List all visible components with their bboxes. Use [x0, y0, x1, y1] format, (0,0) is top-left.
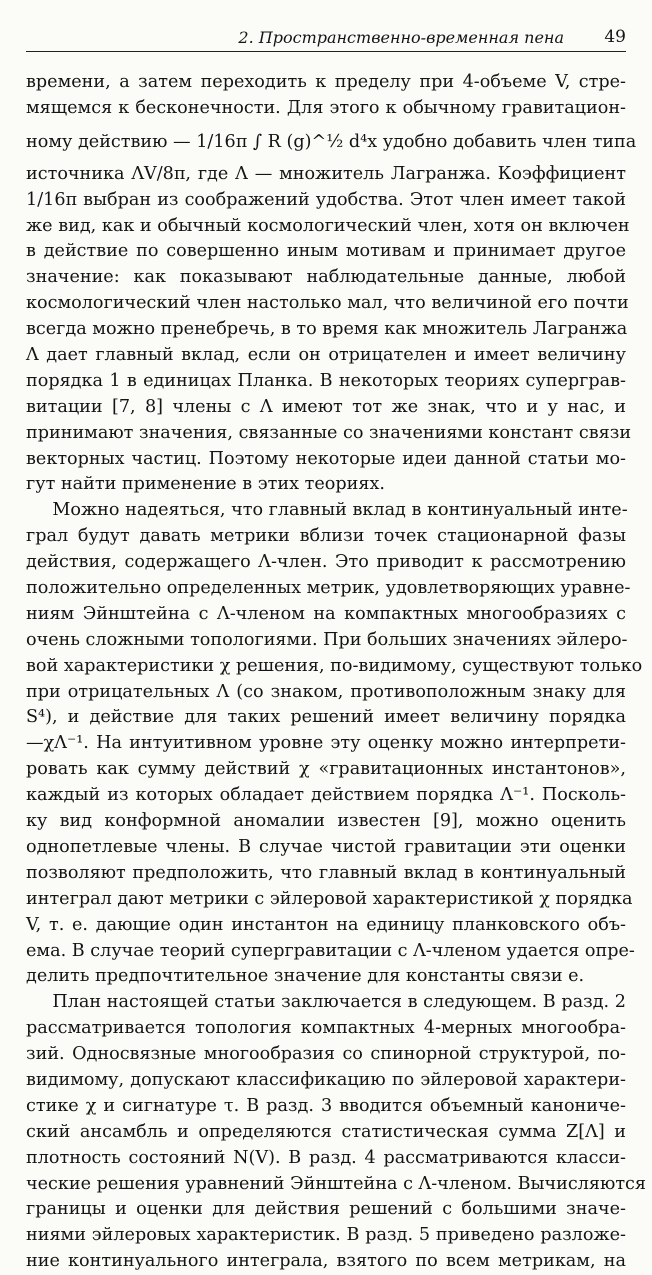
text-line: V, т. е. дающие один инстантон на единицу планковского объ-: [26, 914, 626, 935]
text-line: ровать как сумму действий χ «гравитационных инстантонов»,: [26, 759, 626, 780]
text-line: видимому, допускают классификацию по эйлеровой характери-: [26, 1069, 626, 1090]
text-line: интеграл дают метрики с эйлеровой характеристикой χ порядка: [26, 888, 633, 909]
paragraph-first-line: План настоящей статьи заключается в следующем. В разд. 2: [52, 992, 626, 1013]
text-line: значение: как показывают наблюдательные данные, любой: [26, 267, 626, 288]
body-text: [26, 70, 647, 1275]
text-line: зий. Односвязные многообразия со спинорной структурой, по-: [26, 1044, 626, 1065]
text-line: ема. В случае теорий супергравитации с Λ-членом удается опре-: [26, 940, 635, 961]
text-line: принимают значения, связанные со значениями констант связи: [26, 422, 632, 443]
text-line: космологический член настолько мал, что величиной его почти: [26, 293, 629, 314]
text-line: действия, содержащего Λ-член. Это приводит к рассмотрению: [26, 552, 626, 573]
text-line: ниям Эйнштейна с Λ-членом на компактных многообразиях с: [26, 603, 626, 624]
text-line: —χΛ⁻¹. На интуитивном уровне эту оценку можно интерпрети-: [26, 733, 626, 754]
page-number: 49: [604, 27, 626, 47]
text-line: мящемся к бесконечности. Для этого к обычному гравитацион-: [26, 97, 626, 118]
text-line: всегда можно пренебречь, в то время как множитель Лагранжа: [26, 319, 628, 340]
paragraph-first-line: Можно надеяться, что главный вклад в континуальный инте-: [52, 500, 628, 521]
text-line: плотность состояний N(V). В разд. 4 рассматриваются класси-: [26, 1147, 626, 1168]
text-line: при отрицательных Λ (со знаком, противоположным знаку для: [26, 681, 626, 702]
text-line: грал будут давать метрики вблизи точек стационарной фазы: [26, 526, 626, 547]
running-header: [26, 18, 626, 54]
text-line: каждый из которых обладает действием порядка Λ⁻¹. Посколь-: [26, 785, 626, 806]
text-line: в действие по совершенно иным мотивам и принимает другое: [26, 241, 626, 262]
running-title: 2. Пространственно-временная пена: [238, 28, 564, 47]
text-line: времени, а затем переходить к пределу при 4-объеме V, стре-: [26, 72, 626, 92]
text-line: ние континуального интеграла, взятого по всем метрикам, на: [26, 1251, 626, 1272]
text-line: S⁴), и действие для таких решений имеет величину порядка: [26, 707, 626, 728]
text-line: позволяют предположить, что главный вклад в континуальный: [26, 862, 626, 883]
text-line: Λ дает главный вклад, если он отрицателен и имеет величину: [26, 345, 626, 366]
text-line: стике χ и сигнатуре τ. В разд. 3 вводится объемный канониче-: [26, 1095, 626, 1116]
text-line: 1/16π выбран из соображений удобства. Этот член имеет такой: [26, 189, 626, 210]
text-line: порядка 1 в единицах Планка. В некоторых теориях суперграв-: [26, 370, 626, 391]
text-line: векторных частиц. Поэтому некоторые идеи данной статьи мо-: [26, 448, 626, 469]
text-line: положительно определенных метрик, удовлетворяющих уравне-: [26, 578, 631, 599]
text-line: очень сложными топологиями. При больших значениях эйлеро-: [26, 629, 628, 650]
text-line: ку вид конформной аномалии известен [9], можно оценить: [26, 811, 626, 832]
text-line: витации [7, 8] члены с Λ имеют тот же знак, что и у нас, и: [26, 396, 626, 417]
text-line: границы и оценки для действия решений с большими значе-: [26, 1199, 626, 1220]
text-line: ский ансамбль и определяются статистическая сумма Z[Λ] и: [26, 1121, 626, 1142]
text-line: ческие решения уравнений Эйнштейна с Λ-членом. Вычисляются: [26, 1173, 647, 1194]
text-line: однопетлевые члены. В случае чистой гравитации эти оценки: [26, 836, 626, 857]
text-line: источника ΛV/8π, где Λ — множитель Лагранжа. Коэффициент: [26, 163, 626, 184]
text-line: ниями эйлеровых характеристик. В разд. 5 приведено разложе-: [26, 1225, 626, 1246]
text-line: же вид, как и обычный космологический член, хотя он включен: [26, 215, 630, 236]
text-line: рассматривается топология компактных 4-мерных многообра-: [26, 1018, 626, 1039]
text-line-with-formula: ному действию — 1/16π ∫ R (g)^½ d⁴x удобно добавить член типа: [26, 131, 637, 152]
text-line: вой характеристики χ решения, по-видимому, существуют только: [26, 655, 643, 676]
header-rule: [26, 51, 626, 52]
text-line: делить предпочтительное значение для константы связи e.: [26, 966, 585, 987]
text-line: гут найти применение в этих теориях.: [26, 474, 385, 495]
